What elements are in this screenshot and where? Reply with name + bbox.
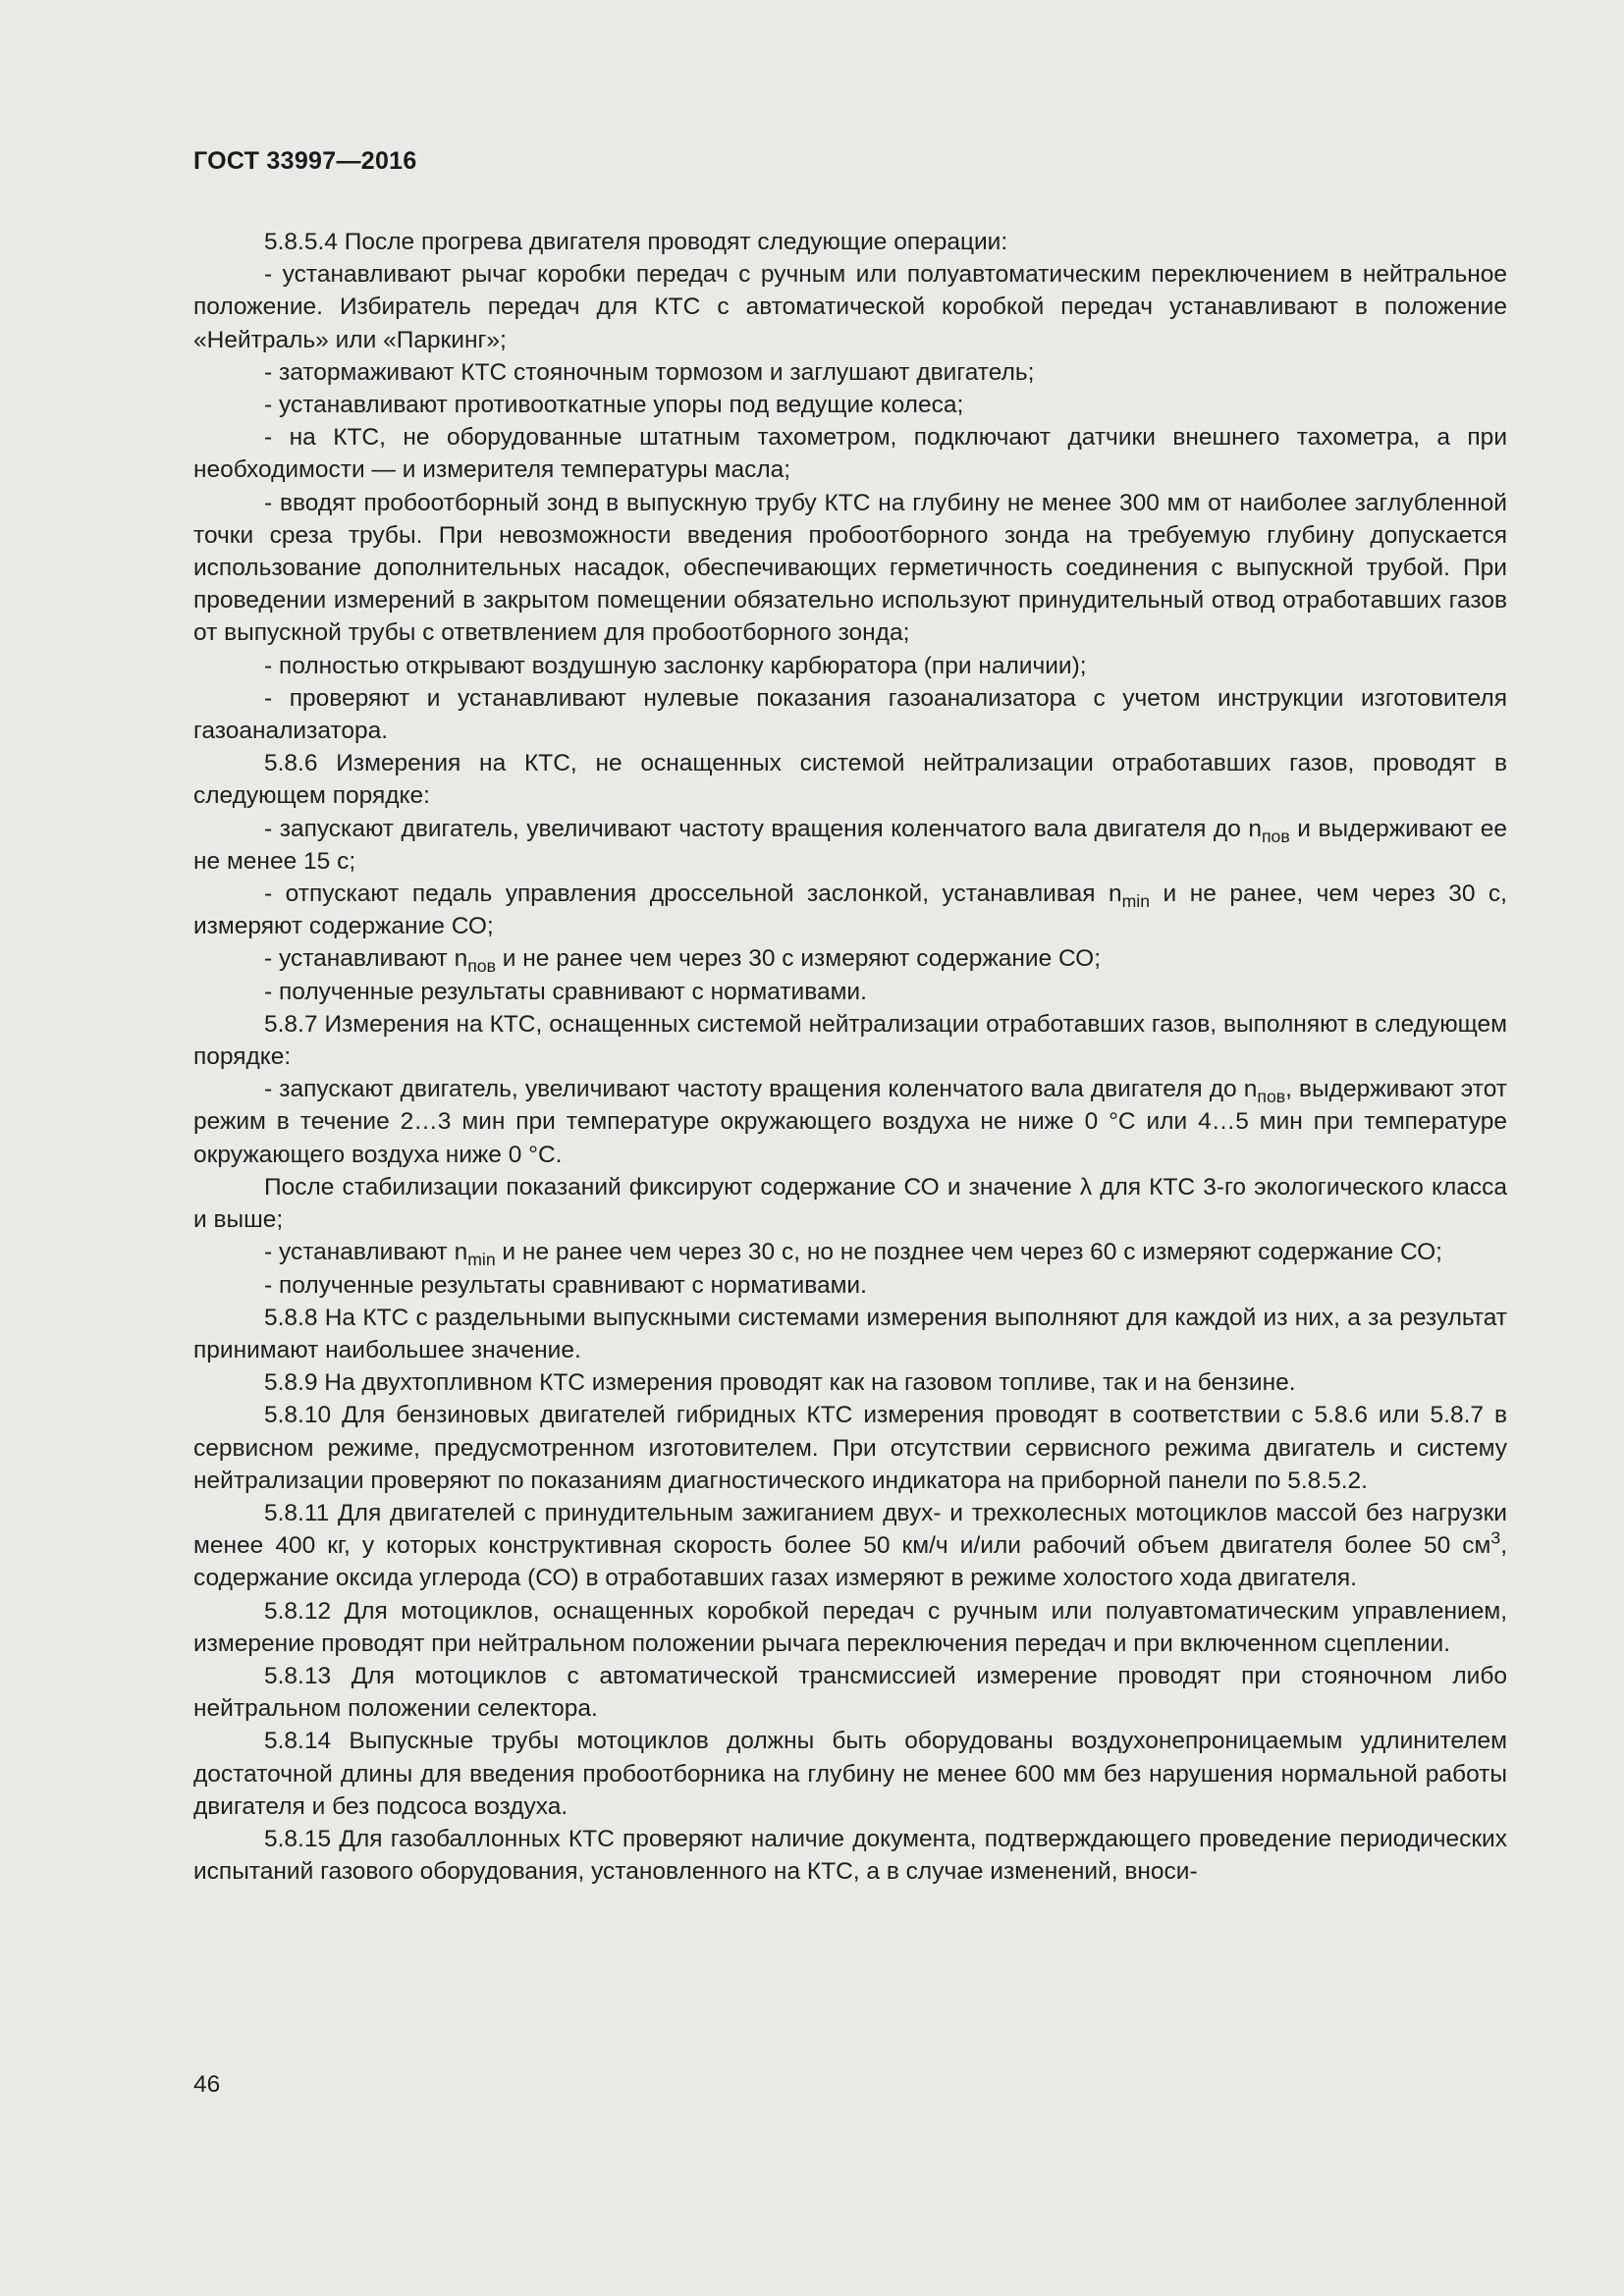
paragraph-text: - вводят пробоотборный зонд в выпускную трубу КТС на глубину не менее 300 мм от наиболее заглубленной точки среза трубы. При невозможности введения пробоотборного зонда на требуемую глубину допускается использование дополнительных насадок, обеспечивающих герметичность соединения с выпускной трубой. При проведении измерений в закрытом помещении обязательно используют принудительный отвод отработавших газов от выпускной трубы с ответвлением для пробоотборного зонда;: [193, 489, 1507, 647]
paragraph-text: и не ранее, чем через 30 с, измеряют содержание СО;: [193, 881, 1507, 940]
subscript: пов: [1262, 826, 1290, 846]
paragraph-text: - отпускают педаль управления дроссельной заслонкой, устанавливая n: [264, 881, 1122, 908]
paragraph: [193, 1660, 1507, 1725]
paragraph: [193, 1366, 1507, 1399]
paragraph-text: 5.8.15 Для газобаллонных КТС проверяют наличие документа, подтверждающего проведение периодических испытаний газового оборудования, установленного на КТС, а в случае изменений, вноси-: [193, 1825, 1507, 1886]
paragraph: [193, 650, 1507, 682]
paragraph-text: - на КТС, не оборудованные штатным тахометром, подключают датчики внешнего тахометра, а при необходимости — и измерителя температуры масла;: [193, 424, 1507, 484]
paragraph-text: - запускают двигатель, увеличивают частоту вращения коленчатого вала двигателя до n: [264, 1076, 1258, 1103]
paragraph-text: 5.8.6 Измерения на КТС, не оснащенных системой нейтрализации отработавших газов, проводят в следующем порядке:: [193, 750, 1507, 810]
paragraph-text: - полученные результаты сравнивают с нормативами.: [264, 978, 867, 1005]
paragraph: [193, 942, 1507, 975]
subscript: min: [467, 1250, 496, 1270]
paragraph-text: и не ранее чем через 30 с измеряют содержание СО;: [495, 945, 1102, 973]
paragraph-text: 5.8.8 На КТС с раздельными выпускными системами измерения выполняют для каждой из них, а за результат принимают наибольшее значение.: [193, 1304, 1507, 1363]
paragraph: [193, 356, 1507, 389]
paragraph-text: - устанавливают рычаг коробки передач с ручным или полуавтоматическим переключением в нейтральное положение. Избиратель передач для КТС с автоматической коробкой передач устанавливают в положение «Нейтраль» или «Паркинг»;: [193, 261, 1507, 353]
paragraph-text: - устанавливают n: [264, 945, 468, 973]
paragraph: [193, 1302, 1507, 1366]
paragraph-text: После стабилизации показаний фиксируют содержание СО и значение λ для КТС 3-го экологического класса и выше;: [193, 1173, 1507, 1234]
document-header: ГОСТ 33997—2016: [193, 147, 417, 175]
subscript: пов: [467, 956, 496, 977]
paragraph: [193, 878, 1507, 942]
paragraph-text: , выдерживают этот режим в течение 2…3 мин при температуре окружающего воздуха не ниже 0 °С или 4…5 мин при температуре окружающего воздуха ниже 0 °С.: [193, 1076, 1507, 1168]
paragraph: [193, 682, 1507, 747]
paragraph: [193, 421, 1507, 486]
paragraph: [193, 1399, 1507, 1497]
paragraph-text: - запускают двигатель, увеличивают частоту вращения коленчатого вала двигателя до n: [264, 815, 1263, 842]
paragraph-text: и не ранее чем через 30 с, но не позднее чем через 60 с измеряют содержание СО;: [495, 1239, 1442, 1266]
paragraph: [193, 747, 1507, 812]
subscript: min: [1121, 891, 1151, 912]
paragraph-text: 5.8.10 Для бензиновых двигателей гибридных КТС измерения проводят в соответствии с 5.8.6 или 5.8.7 в сервисном режиме, предусмотренном изготовителем. При отсутствии сервисного режима двигатель и систему нейтрализации проверяют по показаниям диагностического индикатора на приборной панели по 5.8.5.2.: [193, 1402, 1507, 1494]
paragraph-text: 5.8.13 Для мотоциклов с автоматической трансмиссией измерение проводят при стояночном либо нейтральном положении селектора.: [193, 1662, 1507, 1723]
paragraph: [193, 258, 1507, 356]
paragraph: [193, 226, 1507, 258]
paragraph-text: 5.8.12 Для мотоциклов, оснащенных коробкой передач с ручным или полуавтоматическим управлением, измерение проводят при нейтральном положении рычага переключения передач и при включенном сцеплении.: [193, 1597, 1507, 1657]
paragraph: [193, 487, 1507, 650]
paragraph-text: 5.8.5.4 После прогрева двигателя проводят следующие операции:: [264, 229, 1008, 255]
paragraph-text: и выдерживают ее не менее 15 с;: [193, 815, 1507, 875]
superscript: 3: [1490, 1527, 1501, 1548]
paragraph-text: - полностью открывают воздушную заслонку карбюратора (при наличии);: [264, 652, 1087, 679]
paragraph: [193, 1008, 1507, 1073]
paragraph-text: 5.8.11 Для двигателей с принудительным зажиганием двух- и трехколесных мотоциклов массой без нагрузки менее 400 кг, у которых конструктивная скорость более 50 км/ч и/или рабочий объем двигателя более 50 см: [193, 1499, 1507, 1560]
paragraph-text: - полученные результаты сравнивают с нормативами.: [264, 1271, 867, 1299]
page-number: 46: [193, 2071, 221, 2098]
paragraph-text: 5.8.9 На двухтопливном КТС измерения проводят как на газовом топливе, так и на бензине.: [264, 1369, 1296, 1397]
paragraph-text: - устанавливают n: [264, 1239, 468, 1266]
paragraph-text: - затормаживают КТС стояночным тормозом и заглушают двигатель;: [264, 358, 1035, 386]
paragraph: [193, 1725, 1507, 1823]
subscript: пов: [1257, 1087, 1286, 1107]
paragraph-text: 5.8.7 Измерения на КТС, оснащенных системой нейтрализации отработавших газов, выполняют в следующем порядке:: [193, 1010, 1507, 1071]
paragraph: [193, 813, 1507, 878]
paragraph: [193, 1171, 1507, 1236]
paragraph: [193, 389, 1507, 421]
paragraph: [193, 1269, 1507, 1302]
paragraph-text: 5.8.14 Выпускные трубы мотоциклов должны быть оборудованы воздухонепроницаемым удлинителем достаточной длины для введения пробоотборника на глубину не менее 600 мм без нарушения нормальной работы двигателя и без подсоса воздуха.: [193, 1728, 1507, 1820]
paragraph: [193, 1595, 1507, 1660]
paragraph: [193, 1823, 1507, 1888]
paragraph: [193, 1073, 1507, 1171]
paragraph-text: - проверяют и устанавливают нулевые показания газоанализатора с учетом инструкции изготовителя газоанализатора.: [193, 684, 1507, 745]
paragraph: [193, 1497, 1507, 1595]
paragraph: [193, 976, 1507, 1008]
document-body: [193, 226, 1507, 1888]
paragraph: [193, 1236, 1507, 1268]
paragraph-text: - устанавливают противооткатные упоры под ведущие колеса;: [264, 392, 964, 419]
paragraph-text: , содержание оксида углерода (СО) в отработавших газах измеряют в режиме холостого хода двигателя.: [193, 1532, 1507, 1592]
